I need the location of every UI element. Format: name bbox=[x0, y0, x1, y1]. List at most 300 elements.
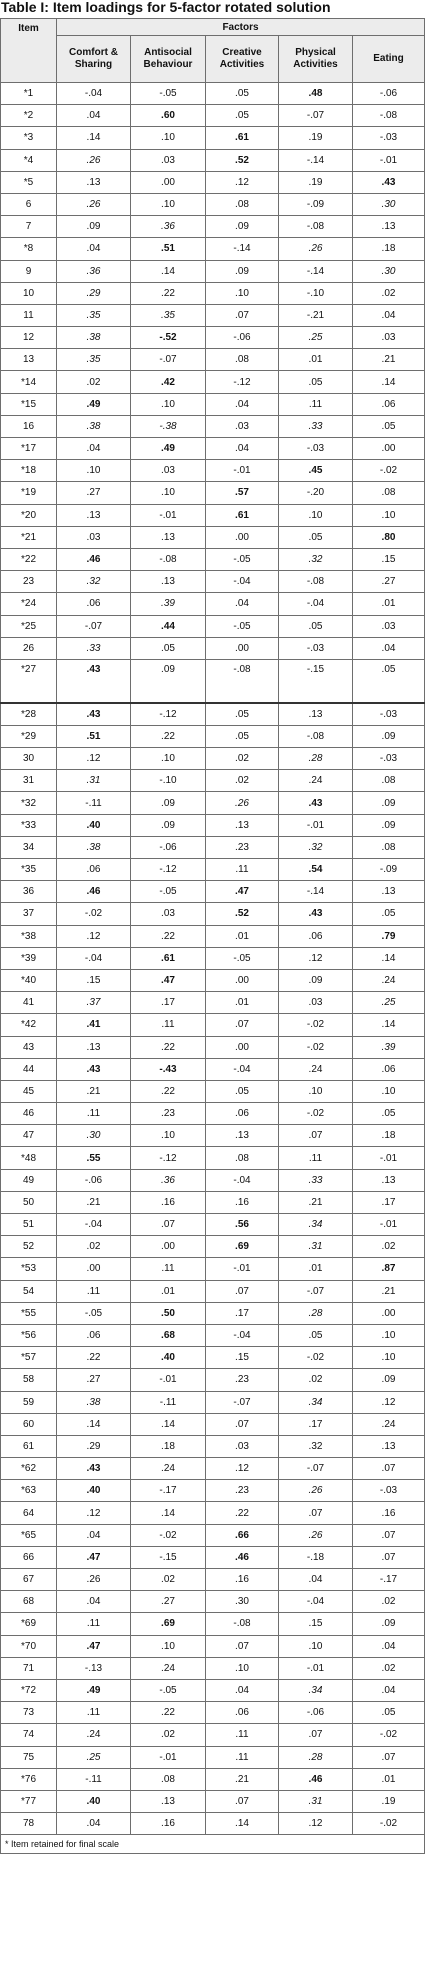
table-row bbox=[1, 1790, 425, 1812]
loading-cell: .26 bbox=[57, 1569, 131, 1591]
column-header-creative-activities: Creative Activities bbox=[206, 36, 279, 83]
loading-cell: -.02 bbox=[279, 1036, 353, 1058]
item-cell: 23 bbox=[1, 571, 57, 593]
loading-cell: .24 bbox=[353, 1413, 425, 1435]
loading-cell: -.10 bbox=[279, 282, 353, 304]
loading-cell: .36 bbox=[131, 216, 206, 238]
loading-cell: -.01 bbox=[279, 814, 353, 836]
loading-cell: -.01 bbox=[353, 149, 425, 171]
loading-cell: .10 bbox=[131, 1635, 206, 1657]
loading-cell: -.07 bbox=[279, 1280, 353, 1302]
loading-cell: .11 bbox=[57, 1280, 131, 1302]
loadings-table bbox=[0, 18, 425, 1854]
loading-cell: .21 bbox=[206, 1768, 279, 1790]
loading-cell: .40 bbox=[57, 1480, 131, 1502]
loading-cell: .47 bbox=[57, 1635, 131, 1657]
loading-cell: .16 bbox=[131, 1813, 206, 1835]
table-row bbox=[1, 615, 425, 637]
loading-cell: .21 bbox=[353, 349, 425, 371]
loading-cell: .22 bbox=[131, 925, 206, 947]
loading-cell: -.04 bbox=[206, 571, 279, 593]
loading-cell: .09 bbox=[279, 969, 353, 991]
table-row bbox=[1, 1324, 425, 1346]
loading-cell: -.03 bbox=[353, 127, 425, 149]
footnote: * Item retained for final scale bbox=[1, 1835, 425, 1854]
loading-cell: .61 bbox=[131, 947, 206, 969]
loading-cell: .01 bbox=[279, 349, 353, 371]
table-row bbox=[1, 482, 425, 504]
item-cell: *69 bbox=[1, 1613, 57, 1635]
loading-cell: .55 bbox=[57, 1147, 131, 1169]
loading-cell: .00 bbox=[353, 438, 425, 460]
loading-cell: .40 bbox=[57, 1790, 131, 1812]
loading-cell: .13 bbox=[57, 171, 131, 193]
loading-cell: .12 bbox=[353, 1391, 425, 1413]
loading-cell: .22 bbox=[206, 1502, 279, 1524]
loading-cell: .42 bbox=[131, 371, 206, 393]
loading-cell: .30 bbox=[353, 193, 425, 215]
loading-cell: -.02 bbox=[279, 1014, 353, 1036]
loading-cell: .46 bbox=[57, 548, 131, 570]
loading-cell: .10 bbox=[353, 1324, 425, 1346]
table-title: Table I: Item loadings for 5-factor rotated solution bbox=[1, 0, 331, 15]
loading-cell: .08 bbox=[353, 836, 425, 858]
loading-cell: -.04 bbox=[57, 1214, 131, 1236]
loading-cell: .34 bbox=[279, 1391, 353, 1413]
loading-cell: .16 bbox=[206, 1569, 279, 1591]
table-row bbox=[1, 149, 425, 171]
loading-cell: .12 bbox=[206, 1458, 279, 1480]
loading-cell: .25 bbox=[279, 327, 353, 349]
loading-cell: -.04 bbox=[279, 1591, 353, 1613]
column-header-physical-activities: Physical Activities bbox=[279, 36, 353, 83]
loading-cell: .11 bbox=[279, 393, 353, 415]
loading-cell: .07 bbox=[206, 1014, 279, 1036]
item-cell: 36 bbox=[1, 881, 57, 903]
loading-cell: .24 bbox=[57, 1724, 131, 1746]
table-row bbox=[1, 748, 425, 770]
table-row bbox=[1, 1391, 425, 1413]
item-cell: 60 bbox=[1, 1413, 57, 1435]
table-row bbox=[1, 637, 425, 659]
loading-cell: .43 bbox=[57, 659, 131, 703]
table-row bbox=[1, 593, 425, 615]
table-row bbox=[1, 415, 425, 437]
loading-cell: .13 bbox=[206, 1125, 279, 1147]
loading-cell: -.38 bbox=[131, 415, 206, 437]
loading-cell: .05 bbox=[353, 1702, 425, 1724]
loading-cell: .22 bbox=[57, 1347, 131, 1369]
item-cell: *4 bbox=[1, 149, 57, 171]
loading-cell: -.15 bbox=[279, 659, 353, 703]
item-cell: *29 bbox=[1, 725, 57, 747]
loading-cell: -.04 bbox=[57, 947, 131, 969]
loading-cell: -.14 bbox=[279, 149, 353, 171]
table-row bbox=[1, 969, 425, 991]
loading-cell: .33 bbox=[57, 637, 131, 659]
loading-cell: -.04 bbox=[279, 593, 353, 615]
loading-cell: .35 bbox=[57, 349, 131, 371]
loading-cell: .05 bbox=[353, 903, 425, 925]
loading-cell: .07 bbox=[206, 1790, 279, 1812]
loading-cell: -.06 bbox=[57, 1169, 131, 1191]
loading-cell: .41 bbox=[57, 1014, 131, 1036]
loading-cell: .26 bbox=[279, 238, 353, 260]
loading-cell: .29 bbox=[57, 282, 131, 304]
loading-cell: .49 bbox=[57, 393, 131, 415]
loading-cell: .26 bbox=[57, 149, 131, 171]
loading-cell: .38 bbox=[57, 836, 131, 858]
item-cell: 43 bbox=[1, 1036, 57, 1058]
loading-cell: .07 bbox=[279, 1502, 353, 1524]
loading-cell: .80 bbox=[353, 526, 425, 548]
loading-cell: .17 bbox=[353, 1191, 425, 1213]
loading-cell: .11 bbox=[57, 1103, 131, 1125]
item-cell: *22 bbox=[1, 548, 57, 570]
loading-cell: .08 bbox=[353, 482, 425, 504]
loading-cell: -.05 bbox=[57, 1302, 131, 1324]
loading-cell: .07 bbox=[353, 1746, 425, 1768]
table-row bbox=[1, 1591, 425, 1613]
loading-cell: .02 bbox=[206, 770, 279, 792]
loading-cell: .04 bbox=[57, 438, 131, 460]
loading-cell: -.08 bbox=[279, 571, 353, 593]
table-row bbox=[1, 193, 425, 215]
table-row bbox=[1, 504, 425, 526]
loading-cell: .11 bbox=[206, 1724, 279, 1746]
loading-cell: .07 bbox=[353, 1524, 425, 1546]
loading-cell: -.03 bbox=[279, 637, 353, 659]
loading-cell: .52 bbox=[206, 149, 279, 171]
loading-cell: .11 bbox=[206, 1746, 279, 1768]
loading-cell: -.05 bbox=[131, 83, 206, 105]
loading-cell: .11 bbox=[57, 1702, 131, 1724]
loading-cell: .27 bbox=[57, 482, 131, 504]
loading-cell: .07 bbox=[206, 1280, 279, 1302]
loading-cell: .05 bbox=[279, 615, 353, 637]
table-row bbox=[1, 1458, 425, 1480]
loading-cell: .04 bbox=[57, 1524, 131, 1546]
loading-cell: .00 bbox=[206, 969, 279, 991]
item-cell: *55 bbox=[1, 1302, 57, 1324]
loading-cell: -.11 bbox=[57, 1768, 131, 1790]
loading-cell: .07 bbox=[206, 1413, 279, 1435]
item-cell: 74 bbox=[1, 1724, 57, 1746]
item-cell: 46 bbox=[1, 1103, 57, 1125]
loading-cell: -.08 bbox=[279, 216, 353, 238]
item-cell: 31 bbox=[1, 770, 57, 792]
loading-cell: .04 bbox=[279, 1569, 353, 1591]
loading-cell: .61 bbox=[206, 504, 279, 526]
loading-cell: -.06 bbox=[353, 83, 425, 105]
loading-cell: .32 bbox=[279, 548, 353, 570]
loading-cell: .26 bbox=[57, 193, 131, 215]
loading-cell: -.11 bbox=[131, 1391, 206, 1413]
loading-cell: .13 bbox=[131, 526, 206, 548]
table-row bbox=[1, 1080, 425, 1102]
loading-cell: .04 bbox=[353, 304, 425, 326]
item-cell: 51 bbox=[1, 1214, 57, 1236]
loading-cell: .30 bbox=[57, 1125, 131, 1147]
table-row bbox=[1, 1813, 425, 1835]
loading-cell: .16 bbox=[131, 1191, 206, 1213]
loading-cell: .03 bbox=[206, 1435, 279, 1457]
item-cell: 6 bbox=[1, 193, 57, 215]
loading-cell: -.07 bbox=[57, 615, 131, 637]
loading-cell: .07 bbox=[206, 1635, 279, 1657]
table-row bbox=[1, 571, 425, 593]
table-row bbox=[1, 105, 425, 127]
loading-cell: .31 bbox=[279, 1790, 353, 1812]
table-row bbox=[1, 1480, 425, 1502]
loading-cell: .07 bbox=[206, 304, 279, 326]
loading-cell: .04 bbox=[57, 1813, 131, 1835]
loading-cell: .02 bbox=[353, 1657, 425, 1679]
loading-cell: .05 bbox=[353, 415, 425, 437]
loading-cell: .00 bbox=[131, 171, 206, 193]
item-cell: *57 bbox=[1, 1347, 57, 1369]
loading-cell: .69 bbox=[206, 1236, 279, 1258]
item-cell: *40 bbox=[1, 969, 57, 991]
table-row bbox=[1, 1413, 425, 1435]
loading-cell: .04 bbox=[353, 1635, 425, 1657]
loading-cell: .05 bbox=[279, 526, 353, 548]
item-cell: *70 bbox=[1, 1635, 57, 1657]
loading-cell: .21 bbox=[353, 1280, 425, 1302]
loading-cell: .47 bbox=[57, 1546, 131, 1568]
column-header-comfort-sharing: Comfort & Sharing bbox=[57, 36, 131, 83]
loading-cell: -.05 bbox=[206, 615, 279, 637]
loading-cell: -.08 bbox=[206, 659, 279, 703]
loading-cell: .31 bbox=[279, 1236, 353, 1258]
table-row bbox=[1, 703, 425, 726]
item-cell: *32 bbox=[1, 792, 57, 814]
loading-cell: -.52 bbox=[131, 327, 206, 349]
table-row bbox=[1, 1546, 425, 1568]
loading-cell: .02 bbox=[57, 1236, 131, 1258]
loading-cell: .00 bbox=[206, 526, 279, 548]
loading-cell: .09 bbox=[131, 792, 206, 814]
loading-cell: .01 bbox=[353, 1768, 425, 1790]
loading-cell: -.04 bbox=[206, 1169, 279, 1191]
loading-cell: -.05 bbox=[206, 947, 279, 969]
loading-cell: .04 bbox=[353, 1679, 425, 1701]
loading-cell: .14 bbox=[353, 1014, 425, 1036]
loading-cell: .13 bbox=[206, 814, 279, 836]
loading-cell: .13 bbox=[279, 703, 353, 726]
item-cell: *20 bbox=[1, 504, 57, 526]
loading-cell: .13 bbox=[57, 504, 131, 526]
table-row bbox=[1, 1746, 425, 1768]
loading-cell: -.05 bbox=[131, 1679, 206, 1701]
item-cell: 11 bbox=[1, 304, 57, 326]
loading-cell: .01 bbox=[353, 593, 425, 615]
loading-cell: -.17 bbox=[353, 1569, 425, 1591]
loading-cell: .49 bbox=[131, 438, 206, 460]
loading-cell: -.02 bbox=[279, 1103, 353, 1125]
loading-cell: .05 bbox=[206, 1080, 279, 1102]
loading-cell: .27 bbox=[57, 1369, 131, 1391]
item-cell: *35 bbox=[1, 859, 57, 881]
loading-cell: .43 bbox=[57, 703, 131, 726]
loading-cell: .46 bbox=[57, 881, 131, 903]
loading-cell: .01 bbox=[131, 1280, 206, 1302]
loading-cell: .14 bbox=[353, 947, 425, 969]
table-row bbox=[1, 1214, 425, 1236]
item-cell: 73 bbox=[1, 1702, 57, 1724]
loading-cell: .11 bbox=[131, 1258, 206, 1280]
loading-cell: -.14 bbox=[206, 238, 279, 260]
loading-cell: -.12 bbox=[131, 859, 206, 881]
loading-cell: .40 bbox=[131, 1347, 206, 1369]
loading-cell: .00 bbox=[57, 1258, 131, 1280]
item-cell: *48 bbox=[1, 1147, 57, 1169]
loading-cell: .14 bbox=[131, 260, 206, 282]
loading-cell: -.02 bbox=[131, 1524, 206, 1546]
table-row bbox=[1, 1635, 425, 1657]
loading-cell: .19 bbox=[353, 1790, 425, 1812]
item-cell: *14 bbox=[1, 371, 57, 393]
loading-cell: .10 bbox=[131, 193, 206, 215]
loading-cell: .02 bbox=[353, 1236, 425, 1258]
table-row bbox=[1, 1369, 425, 1391]
loading-cell: -.01 bbox=[353, 1147, 425, 1169]
loading-cell: .16 bbox=[206, 1191, 279, 1213]
loading-cell: .43 bbox=[353, 171, 425, 193]
table-row bbox=[1, 1702, 425, 1724]
loading-cell: -.01 bbox=[279, 1657, 353, 1679]
item-cell: *39 bbox=[1, 947, 57, 969]
loading-cell: .06 bbox=[353, 1058, 425, 1080]
loading-cell: .15 bbox=[353, 548, 425, 570]
loading-cell: -.01 bbox=[131, 1369, 206, 1391]
loading-cell: .23 bbox=[206, 1480, 279, 1502]
loading-cell: .03 bbox=[206, 415, 279, 437]
loading-cell: -.02 bbox=[353, 1724, 425, 1746]
loading-cell: .38 bbox=[57, 415, 131, 437]
item-cell: *72 bbox=[1, 1679, 57, 1701]
loading-cell: .32 bbox=[57, 571, 131, 593]
item-cell: 75 bbox=[1, 1746, 57, 1768]
loading-cell: .28 bbox=[279, 1302, 353, 1324]
loading-cell: .21 bbox=[279, 1191, 353, 1213]
loading-cell: .10 bbox=[131, 482, 206, 504]
loading-cell: .19 bbox=[279, 127, 353, 149]
loading-cell: .12 bbox=[279, 1813, 353, 1835]
loading-cell: .87 bbox=[353, 1258, 425, 1280]
item-cell: 50 bbox=[1, 1191, 57, 1213]
item-cell: 34 bbox=[1, 836, 57, 858]
item-cell: *24 bbox=[1, 593, 57, 615]
loading-cell: .10 bbox=[353, 1347, 425, 1369]
loading-cell: .04 bbox=[206, 1679, 279, 1701]
loading-cell: -.09 bbox=[279, 193, 353, 215]
loading-cell: -.09 bbox=[353, 859, 425, 881]
loading-cell: .11 bbox=[131, 1014, 206, 1036]
loading-cell: .01 bbox=[279, 1258, 353, 1280]
loading-cell: .13 bbox=[131, 1790, 206, 1812]
loading-cell: -.12 bbox=[131, 703, 206, 726]
loading-cell: .32 bbox=[279, 1435, 353, 1457]
loading-cell: .03 bbox=[279, 992, 353, 1014]
loading-cell: .22 bbox=[131, 1036, 206, 1058]
loading-cell: -.07 bbox=[131, 349, 206, 371]
loading-cell: .14 bbox=[57, 1413, 131, 1435]
item-cell: *77 bbox=[1, 1790, 57, 1812]
loading-cell: -.05 bbox=[206, 548, 279, 570]
loading-cell: .02 bbox=[131, 1724, 206, 1746]
loading-cell: .51 bbox=[57, 725, 131, 747]
loading-cell: .04 bbox=[206, 438, 279, 460]
loading-cell: .79 bbox=[353, 925, 425, 947]
item-cell: 47 bbox=[1, 1125, 57, 1147]
item-cell: *38 bbox=[1, 925, 57, 947]
loading-cell: .07 bbox=[279, 1724, 353, 1746]
loading-cell: .03 bbox=[353, 615, 425, 637]
loading-cell: .01 bbox=[206, 925, 279, 947]
loading-cell: -.08 bbox=[131, 548, 206, 570]
loading-cell: .09 bbox=[57, 216, 131, 238]
loading-cell: .17 bbox=[206, 1302, 279, 1324]
loading-cell: .03 bbox=[131, 903, 206, 925]
loading-cell: .26 bbox=[279, 1480, 353, 1502]
loading-cell: .28 bbox=[279, 1746, 353, 1768]
loading-cell: .12 bbox=[279, 947, 353, 969]
loading-cell: .27 bbox=[131, 1591, 206, 1613]
loading-cell: .09 bbox=[353, 792, 425, 814]
loading-cell: .14 bbox=[353, 371, 425, 393]
loading-cell: .25 bbox=[57, 1746, 131, 1768]
item-cell: *25 bbox=[1, 615, 57, 637]
loading-cell: -.07 bbox=[279, 105, 353, 127]
item-cell: 58 bbox=[1, 1369, 57, 1391]
loading-cell: .05 bbox=[279, 371, 353, 393]
item-cell: 10 bbox=[1, 282, 57, 304]
loading-cell: .15 bbox=[206, 1347, 279, 1369]
loading-cell: -.14 bbox=[279, 881, 353, 903]
table-row bbox=[1, 1036, 425, 1058]
item-cell: *17 bbox=[1, 438, 57, 460]
loading-cell: .44 bbox=[131, 615, 206, 637]
loading-cell: .05 bbox=[206, 703, 279, 726]
table-row bbox=[1, 548, 425, 570]
table-row bbox=[1, 83, 425, 105]
loading-cell: .10 bbox=[131, 127, 206, 149]
table-row bbox=[1, 659, 425, 703]
loading-cell: .04 bbox=[57, 238, 131, 260]
loading-cell: -.18 bbox=[279, 1546, 353, 1568]
item-cell: 16 bbox=[1, 415, 57, 437]
loading-cell: -.02 bbox=[57, 903, 131, 925]
item-cell: 68 bbox=[1, 1591, 57, 1613]
table-row bbox=[1, 460, 425, 482]
table-row bbox=[1, 992, 425, 1014]
loading-cell: .45 bbox=[279, 460, 353, 482]
loading-cell: .56 bbox=[206, 1214, 279, 1236]
loading-cell: .38 bbox=[57, 1391, 131, 1413]
loading-cell: -.17 bbox=[131, 1480, 206, 1502]
loading-cell: .43 bbox=[57, 1458, 131, 1480]
loading-cell: .21 bbox=[57, 1191, 131, 1213]
table-row bbox=[1, 1679, 425, 1701]
item-cell: 26 bbox=[1, 637, 57, 659]
loading-cell: -.01 bbox=[206, 460, 279, 482]
item-cell: 61 bbox=[1, 1435, 57, 1457]
item-cell: *53 bbox=[1, 1258, 57, 1280]
table-row bbox=[1, 881, 425, 903]
loading-cell: .02 bbox=[279, 1369, 353, 1391]
item-cell: 45 bbox=[1, 1080, 57, 1102]
